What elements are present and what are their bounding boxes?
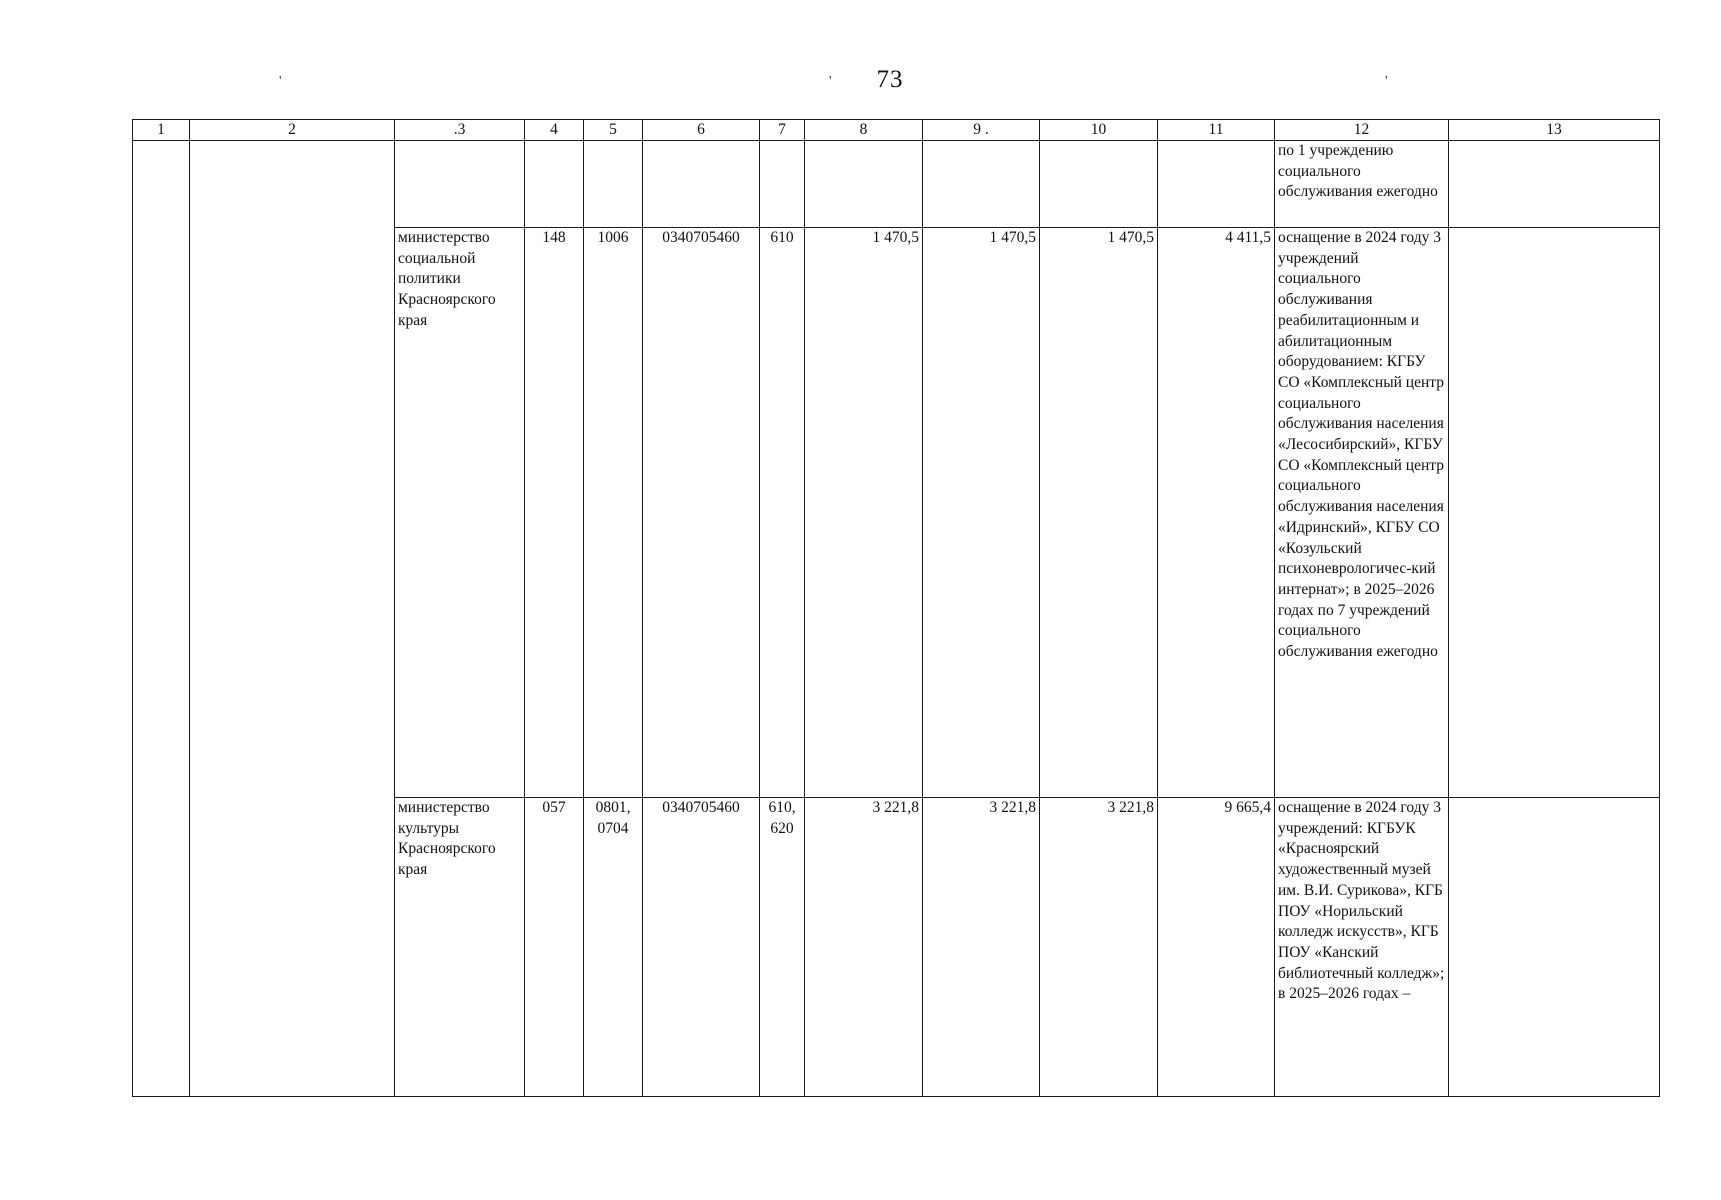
cell-code: 057 <box>525 798 584 1097</box>
cell-amount-2025: 1 470,5 <box>923 228 1040 798</box>
cell-amount-2026: 1 470,5 <box>1040 228 1158 798</box>
cell-col13 <box>1449 141 1660 228</box>
col-header-2: 2 <box>190 120 395 141</box>
header-row <box>133 120 1660 141</box>
col-header-8: 8 <box>805 120 923 141</box>
cell-col13 <box>1449 798 1660 1097</box>
cell-result-description: оснащение в 2024 году 3 учреждений: КГБУК «Красноярский художественный музей им. В.И. Сурикова», КГБ ПОУ «Норильский колледж искусств», КГБ ПОУ «Канский библиотечный колледж»; в 2025–2026 годах – <box>1275 798 1449 1097</box>
cell-col5 <box>584 141 643 228</box>
cell-col13 <box>1449 228 1660 798</box>
col-header-12: 12 <box>1275 120 1449 141</box>
cell-section: 1006 <box>584 228 643 798</box>
scan-speck: ' <box>1385 74 1388 89</box>
col-header-7: 7 <box>760 120 805 141</box>
cell-result-description: по 1 учреждению социального обслуживания ежегодно <box>1275 141 1449 228</box>
col-header-11: 11 <box>1158 120 1275 141</box>
page-number: 73 <box>876 66 904 93</box>
col-header-6: 6 <box>643 120 760 141</box>
col-header-13: 13 <box>1449 120 1660 141</box>
scan-speck: ' <box>279 74 282 89</box>
scan-speck: ' <box>829 74 832 89</box>
cell-col8 <box>805 141 923 228</box>
cell-amount-total: 9 665,4 <box>1158 798 1275 1097</box>
cell-col10 <box>1040 141 1158 228</box>
col-header-10: 10 <box>1040 120 1158 141</box>
cell-col2 <box>190 141 395 1097</box>
col-header-3: .3 <box>395 120 525 141</box>
budget-table <box>132 119 1660 1097</box>
cell-col6 <box>643 141 760 228</box>
col-header-4: 4 <box>525 120 584 141</box>
cell-amount-2024: 1 470,5 <box>805 228 923 798</box>
col-header-1: 1 <box>133 120 190 141</box>
cell-expense-type: 610 <box>760 228 805 798</box>
cell-amount-2026: 3 221,8 <box>1040 798 1158 1097</box>
cell-col3 <box>395 141 525 228</box>
cell-result-description: оснащение в 2024 году 3 учреждений социального обслуживания реабилитационным и абилитационным оборудованием: КГБУ СО «Комплексный центр социального обслуживания населения «Лесосибирский», КГБУ СО «Комплексный центр социального обслуживания населения «Идринский», КГБУ СО «Козульский психоневрологичес-кий интернат»; в 2025–2026 годах по 7 учреждений социального обслуживания ежегодно <box>1275 228 1449 798</box>
cell-col11 <box>1158 141 1275 228</box>
cell-code: 148 <box>525 228 584 798</box>
cell-amount-2025: 3 221,8 <box>923 798 1040 1097</box>
cell-section: 0801, 0704 <box>584 798 643 1097</box>
table-row <box>133 141 1660 228</box>
cell-ministry: министерство культуры Красноярского края <box>395 798 525 1097</box>
cell-col7 <box>760 141 805 228</box>
cell-amount-2024: 3 221,8 <box>805 798 923 1097</box>
cell-target-article: 0340705460 <box>643 798 760 1097</box>
cell-col4 <box>525 141 584 228</box>
cell-target-article: 0340705460 <box>643 228 760 798</box>
cell-col9 <box>923 141 1040 228</box>
col-header-9: 9 . <box>923 120 1040 141</box>
cell-expense-type: 610, 620 <box>760 798 805 1097</box>
col-header-5: 5 <box>584 120 643 141</box>
cell-col1 <box>133 141 190 1097</box>
cell-amount-total: 4 411,5 <box>1158 228 1275 798</box>
cell-ministry: министерство социальной политики Красноярского края <box>395 228 525 798</box>
